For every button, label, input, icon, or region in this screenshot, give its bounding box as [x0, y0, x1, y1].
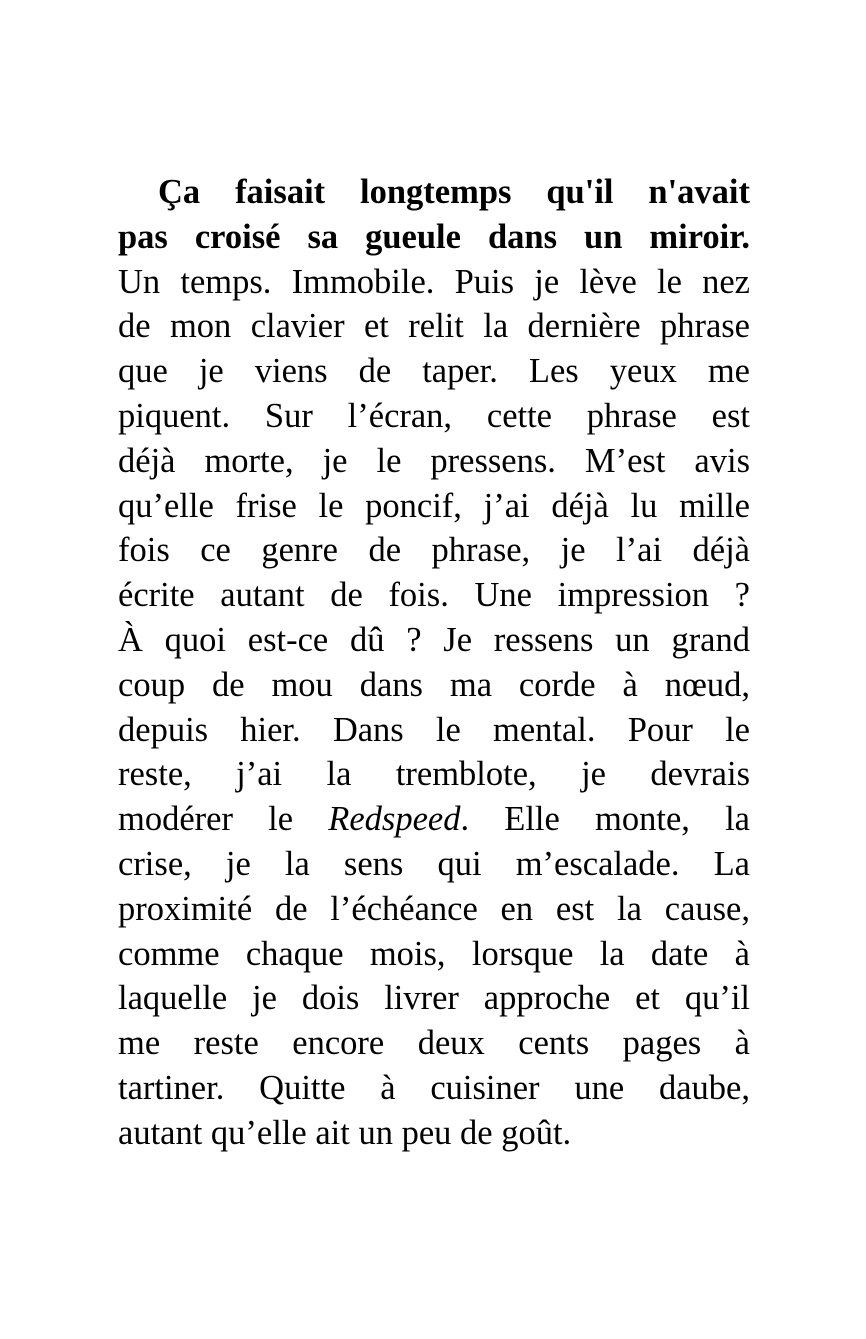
- line-text: reste, j’ai la tremblote, je devrais: [118, 755, 750, 794]
- line-text: me reste encore deux cents pages à: [118, 1024, 750, 1063]
- text-line: [118, 349, 750, 394]
- line-text: autant qu’elle ait un peu de goût.: [118, 1113, 572, 1152]
- line-text: . Elle monte, la: [460, 800, 750, 839]
- text-line: [118, 484, 750, 529]
- line-text: qu’elle frise le poncif, j’ai déjà lu mille: [118, 486, 750, 525]
- bold-text: Ça faisait longtemps qu'il n'avait: [158, 173, 750, 211]
- emphasis-text: Redspeed: [328, 800, 461, 839]
- text-line: [118, 932, 750, 977]
- text-line: [118, 439, 750, 484]
- line-text: écrite autant de fois. Une impression ?: [118, 576, 750, 615]
- text-line: [118, 394, 750, 439]
- bold-text: pas croisé sa gueule dans un miroir.: [118, 217, 750, 256]
- text-line: [118, 528, 750, 573]
- line-text: tartiner. Quitte à cuisiner une daube,: [118, 1068, 750, 1107]
- text-line: [118, 215, 750, 260]
- text-line: [118, 170, 750, 215]
- line-text: déjà morte, je le pressens. M’est avis: [118, 441, 750, 480]
- text-line: [118, 1111, 750, 1156]
- line-text: À quoi est-ce dû ? Je ressens un grand: [118, 620, 750, 659]
- text-line: [118, 663, 750, 708]
- text-line: [118, 752, 750, 797]
- text-line: [118, 797, 750, 842]
- line-text: de mon clavier et relit la dernière phrase: [118, 307, 750, 346]
- text-line: [118, 976, 750, 1021]
- line-text: modérer le: [118, 800, 329, 839]
- text-line: [118, 842, 750, 887]
- line-text: proximité de l’échéance en est la cause,: [118, 889, 750, 928]
- text-line: [118, 1066, 750, 1111]
- text-line: [118, 304, 750, 349]
- line-text: piquent. Sur l’écran, cette phrase est: [118, 396, 750, 435]
- line-text: crise, je la sens qui m’escalade. La: [118, 844, 750, 883]
- line-text: comme chaque mois, lorsque la date à: [118, 934, 750, 973]
- line-text: coup de mou dans ma corde à nœud,: [118, 665, 750, 704]
- line-text: laquelle je dois livrer approche et qu’il: [118, 979, 750, 1018]
- line-text: fois ce genre de phrase, je l’ai déjà: [118, 531, 750, 570]
- text-line: [118, 260, 750, 305]
- body-paragraph: [118, 170, 750, 1156]
- text-line: [118, 618, 750, 663]
- line-text: Un temps. Immobile. Puis je lève le nez: [118, 262, 750, 301]
- text-line: [118, 573, 750, 618]
- text-line: [118, 887, 750, 932]
- text-line: [118, 1021, 750, 1066]
- text-line: [118, 708, 750, 753]
- line-text: que je viens de taper. Les yeux me: [118, 352, 750, 391]
- line-text: depuis hier. Dans le mental. Pour le: [118, 710, 750, 749]
